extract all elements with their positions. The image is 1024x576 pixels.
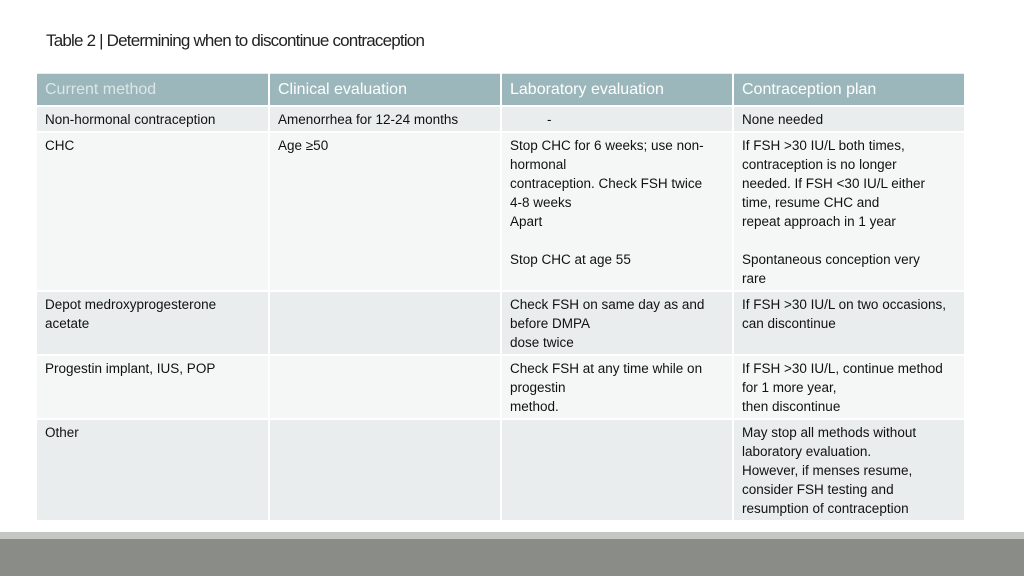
cell-line: laboratory evaluation. [742,444,872,459]
cell-current-method [37,291,269,355]
cell-current-method [37,106,269,132]
cell-clinical-evaluation [269,355,501,419]
cell-line: consider FSH testing and [742,482,894,497]
cell-contraception-plan [733,106,965,132]
cell-line: method. [510,399,559,414]
cell-line: contraception is no longer [742,157,897,172]
cell-line: Other [45,425,79,440]
cell-clinical-evaluation [269,132,501,291]
table-row [37,419,965,521]
cell-current-method [37,132,269,291]
cell-line: time, resume CHC and [742,195,880,210]
table-body [37,106,965,521]
cell-line: - [547,112,552,127]
header-clinical-evaluation: Clinical evaluation [269,74,501,107]
cell-line: for 1 more year, [742,380,837,395]
cell-laboratory-evaluation [501,132,733,291]
cell-contraception-plan [733,291,965,355]
cell-line: dose twice [510,335,574,350]
cell-clinical-evaluation [269,419,501,521]
cell-line: Depot medroxyprogesterone [45,297,217,312]
cell-line: needed. If FSH <30 IU/L either [742,176,925,191]
cell-line: However, if menses resume, [742,463,913,478]
table-row [37,291,965,355]
cell-contraception-plan [733,132,965,291]
table-title: Table 2 | Determining when to discontinue contraception [46,31,425,50]
cell-line: None needed [742,112,824,127]
cell-line: If FSH >30 IU/L both times, [742,138,905,153]
cell-line: Progestin implant, IUS, POP [45,361,216,376]
cell-line: resumption of contraception [742,501,909,516]
cell-current-method [37,355,269,419]
cell-current-method [37,419,269,521]
cell-line: If FSH >30 IU/L on two occasions, [742,297,946,312]
cell-line: If FSH >30 IU/L, continue method [742,361,943,376]
cell-line: Check FSH on same day as and [510,297,705,312]
cell-line [742,231,956,250]
cell-line: before DMPA [510,316,591,331]
cell-clinical-evaluation [269,106,501,132]
cell-laboratory-evaluation [501,419,733,521]
cell-line: Non-hormonal contraception [45,112,216,127]
cell-line: then discontinue [742,399,841,414]
cell-laboratory-evaluation [501,355,733,419]
header-row [37,74,965,107]
table-row [37,132,965,291]
cell-line: progestin [510,380,566,395]
cell-line [510,231,724,250]
cell-line: can discontinue [742,316,836,331]
cell-line: Check FSH at any time while on [510,361,703,376]
contraception-table [37,73,966,522]
cell-line: Spontaneous conception very [742,252,920,267]
table-row [37,106,965,132]
cell-line: repeat approach in 1 year [742,214,896,229]
header-laboratory-evaluation: Laboratory evaluation [501,74,733,107]
cell-laboratory-evaluation [501,106,733,132]
cell-line: May stop all methods without [742,425,917,440]
cell-line: contraception. Check FSH twice [510,176,703,191]
cell-contraception-plan [733,419,965,521]
footer-stripe [0,532,1024,539]
cell-line: Age ≥50 [278,138,329,153]
header-current-method: Current method [37,74,269,107]
cell-line: 4-8 weeks [510,195,572,210]
header-contraception-plan: Contraception plan [733,74,965,107]
cell-laboratory-evaluation [501,291,733,355]
table-row [37,355,965,419]
cell-line: Apart [510,214,543,229]
cell-line: Stop CHC for 6 weeks; use non- [510,138,704,153]
cell-line: hormonal [510,157,567,172]
cell-line: Amenorrhea for 12-24 months [278,112,459,127]
cell-contraception-plan [733,355,965,419]
cell-line: Stop CHC at age 55 [510,252,631,267]
cell-clinical-evaluation [269,291,501,355]
cell-line: acetate [45,316,90,331]
cell-line: rare [742,271,767,286]
cell-line: CHC [45,138,75,153]
